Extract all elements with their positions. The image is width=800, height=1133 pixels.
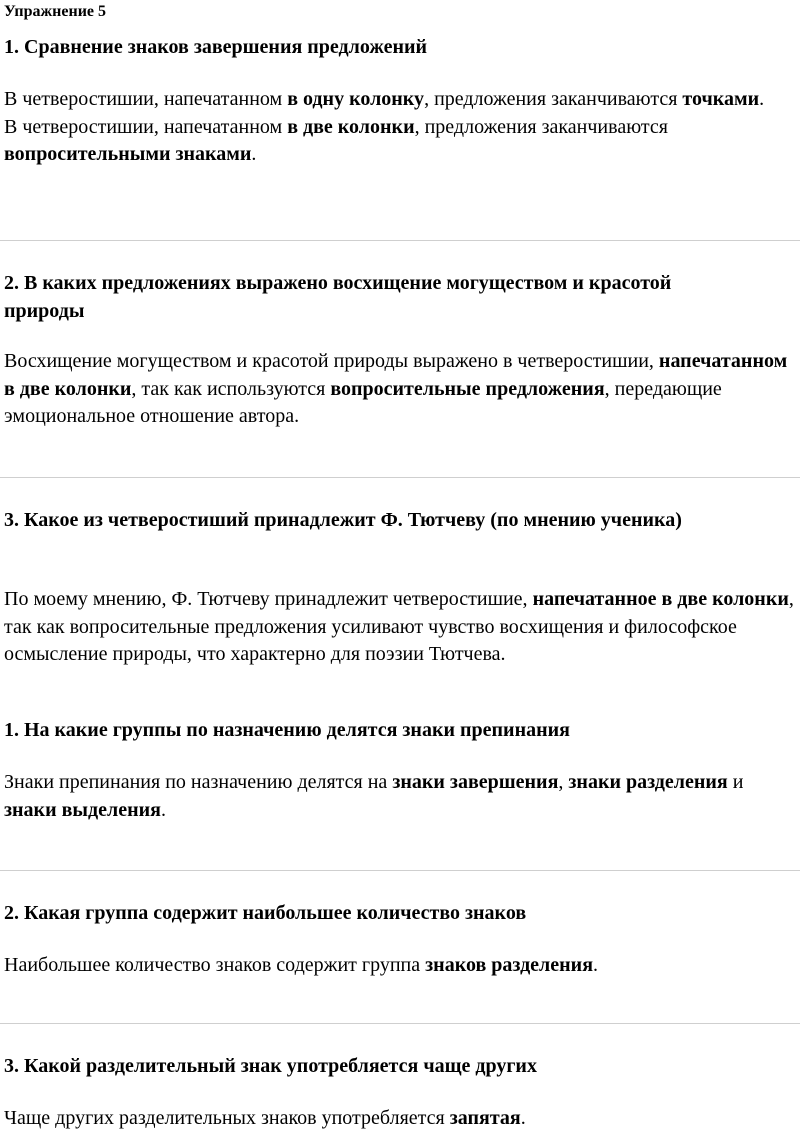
divider [0,477,800,478]
section-heading: 2. Какая группа содержит наибольшее количество знаков [4,902,527,924]
exercise-title: Упражнение 5 [4,3,107,20]
divider [0,240,800,241]
section-heading: 3. Какой разделительный знак употребляется чаще других [4,1055,537,1077]
section-heading: 1. Сравнение знаков завершения предложений [4,36,428,58]
section-heading: 2. В каких предложениях выражено восхищение могуществом и красотой природы [4,272,672,322]
section-answer: По моему мнению, Ф. Тютчеву принадлежит четверостишие, напечатанное в две колонки, так как вопросительные предложения усиливают чувство восхищения и философское осмысление природы, что характерно для поэзии Тютчева. [4,588,794,666]
section-answer: Восхищение могуществом и красотой природы выражено в четверостишии, напечатанном в две колонки, так как используются вопросительные предложения, передающие эмоциональное отношение автора. [4,350,788,428]
section-answer: Наибольшее количество знаков содержит группа знаков разделения. [4,954,599,976]
section-answer: В четверостишии, напечатанном в одну колонку, предложения заканчиваются точками. В четверостишии, напечатанном в две колонки, предложения заканчиваются вопросительными знаками. [4,88,765,166]
section-heading: 3. Какое из четверостиший принадлежит Ф. Тютчеву (по мнению ученика) [4,509,682,531]
divider [0,1023,800,1024]
section-answer: Чаще других разделительных знаков употребляется запятая. [4,1107,526,1129]
section-heading: 1. На какие группы по назначению делятся знаки препинания [4,719,570,741]
section-answer: Знаки препинания по назначению делятся на знаки завершения, знаки разделения и знаки выделения. [4,771,744,821]
divider [0,870,800,871]
